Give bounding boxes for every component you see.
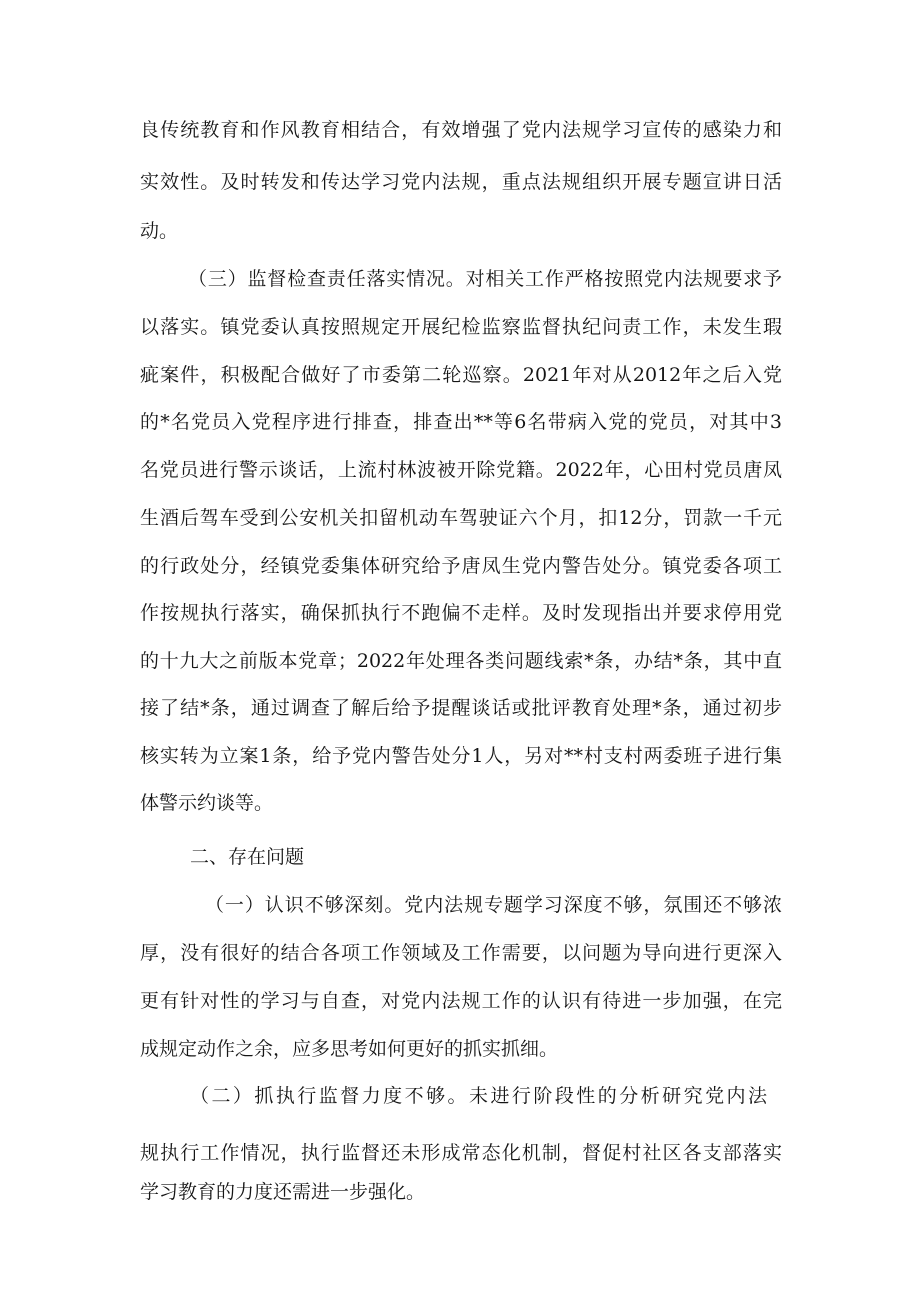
text-line: （二）抓执行监督力度不够。未进行阶段性的分析研究党内法 [190,1085,767,1107]
text-line: 疵案件，积极配合做好了市委第二轮巡察。2021年对从2012年之后入党 [140,364,782,386]
text-line: 规执行工作情况，执行监督还未形成常态化机制，督促村社区各支部落实 [140,1142,782,1164]
text-line: 作按规执行落实，确保抓执行不跑偏不走样。及时发现指出并要求停用党 [140,602,782,624]
text-line: 以落实。镇党委认真按照规定开展纪检监察监督执纪问责工作，未发生瑕 [140,316,782,338]
text-line: 成规定动作之余，应多思考如何更好的抓实抓细。 [140,1038,559,1060]
text-line: 实效性。及时转发和传达学习党内法规，重点法规组织开展专题宣讲日活 [140,171,782,193]
text-line: 体警示约谈等。 [140,792,274,814]
text-line: 名党员进行警示谈话，上流村林波被开除党籍。2022年，心田村党员唐凤 [140,459,782,481]
text-line: 良传统教育和作风教育相结合，有效增强了党内法规学习宣传的感染力和 [140,119,782,141]
text-line: 学习教育的力度还需进一步强化。 [140,1181,426,1203]
text-line: 的十九大之前版本党章；2022年处理各类问题线索*条，办结*条，其中直 [140,650,782,672]
text-line: 厚，没有很好的结合各项工作领域及工作需要，以问题为导向进行更深入 [140,942,782,964]
text-line: （一）认识不够深刻。党内法规专题学习深度不够，氛围还不够浓 [205,894,782,916]
text-line: （三）监督检查责任落实情况。对相关工作严格按照党内法规要求予 [188,268,782,290]
text-line: 动。 [140,220,179,242]
text-line: 更有针对性的学习与自查，对党内法规工作的认识有待进一步加强，在完 [140,990,782,1012]
text-line: 的行政处分，经镇党委集体研究给予唐凤生党内警告处分。镇党委各项工 [140,555,782,577]
section-heading: 二、存在问题 [190,846,305,868]
text-line: 生酒后驾车受到公安机关扣留机动车驾驶证六个月，扣12分，罚款一千元 [140,507,782,529]
text-line: 接了结*条，通过调查了解后给予提醒谈话或批评教育处理*条，通过初步 [140,697,782,719]
text-line: 核实转为立案1条，给予党内警告处分1人，另对**村支村两委班子进行集 [140,745,782,767]
text-line: 的*名党员入党程序进行排查，排查出**等6名带病入党的党员，对其中3 [140,411,782,433]
